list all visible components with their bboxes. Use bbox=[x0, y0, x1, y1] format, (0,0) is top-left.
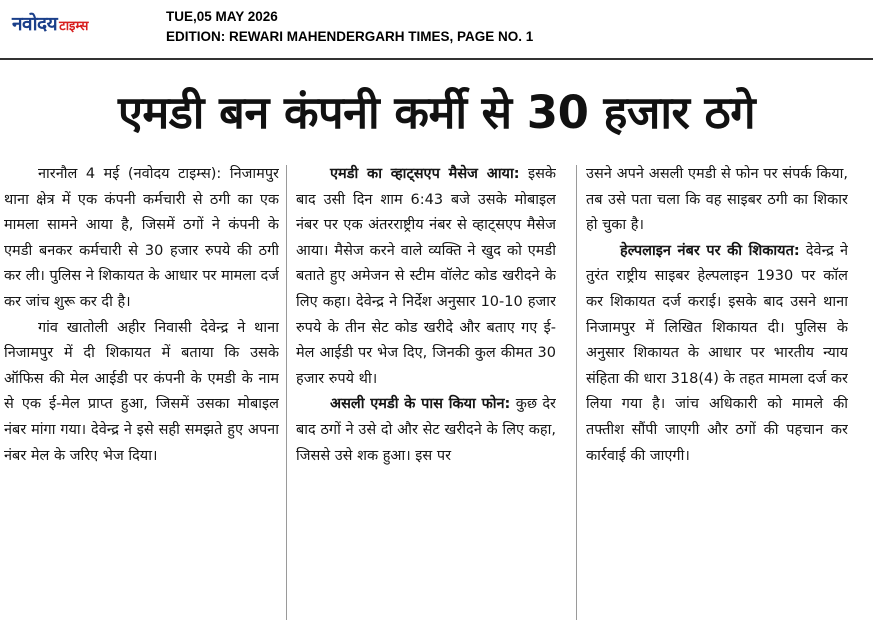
paragraph-text: देवेन्द्र ने तुरंत राष्ट्रीय साइबर हेल्पलाइन 1930 पर कॉल कर शिकायत दर्ज कराई। इसके बाद उसने थाना निजामपुर में लिखित शिकायत दी। पुलिस के अनुसार शिकायत के आधार पर भारतीय न्याय संहिता की धारा 318(4) के तहत मामला दर्ज कर लिया गया है। जांच अधिकारी को मामले की तफ्तीश सौंपी जाएगी और ठगों की पहचान कर कार्रवाई की जाएगी। bbox=[586, 242, 848, 464]
subheading: एमडी का व्हाट्सएप मैसेज आया: bbox=[330, 166, 520, 182]
paragraph bbox=[586, 239, 848, 469]
article-column-3 bbox=[586, 162, 848, 624]
paragraph: उसने अपने असली एमडी से फोन पर संपर्क किया, तब उसे पता चला कि वह साइबर ठगी का शिकार हो चुका है। bbox=[586, 166, 848, 234]
article-column-1 bbox=[4, 162, 279, 624]
article-column-2 bbox=[296, 162, 556, 624]
page-header bbox=[0, 0, 873, 56]
newspaper-logo bbox=[12, 6, 138, 40]
edition-date: TUE,05 MAY 2026 bbox=[166, 9, 278, 24]
paragraph-text: कुछ देर बाद ठगों ने उसे दो और सेट खरीदने के लिए कहा, जिससे उसे शक हुआ। इस पर bbox=[296, 396, 556, 464]
paragraph: नारनौल 4 मई (नवोदय टाइम्स): निजामपुर थाना क्षेत्र में एक कंपनी कर्मचारी से ठगी का एक मामला सामने आया है, जिसमें ठगों ने कंपनी के एमडी बनकर कर्मचारी से 30 हजार रुपये की ठगी कर ली। पुलिस ने शिकायत के आधार पर मामला दर्ज कर जांच शुरू कर दी है। bbox=[4, 166, 279, 310]
paragraph: गांव खातोली अहीर निवासी देवेन्द्र ने थाना निजामपुर में दी शिकायत में बताया कि उसके ऑफिस की मेल आईडी पर कंपनी के एमडी के नाम से एक ई-मेल प्राप्त हुआ, जिसमें उसका मोबाइल नंबर मांगा गया। देवेन्द्र ने इसे सही समझते हुए अपना नंबर मेल के जरिए भेज दिया। bbox=[4, 319, 279, 464]
logo-sub-text: टाइम्स bbox=[59, 19, 89, 34]
column-divider bbox=[286, 165, 287, 620]
logo-main-text: नवोदय bbox=[12, 13, 58, 35]
subheading: असली एमडी के पास किया फोन: bbox=[330, 396, 511, 413]
header-divider bbox=[0, 58, 873, 60]
paragraph bbox=[296, 162, 556, 392]
paragraph-text: इसके बाद उसी दिन शाम 6:43 बजे उसके मोबाइल नंबर पर एक अंतरराष्ट्रीय नंबर से व्हाट्सएप मैसेज आया। मैसेज करने वाले व्यक्ति ने खुद को एमडी बताते हुए अमेजन से स्टीम वॉलेट कोड खरीदने के लिए कहा। देवेन्द्र ने निर्देश अनुसार 10-10 हजार रुपये के तीन सेट कोड खरीदे और बताए गए ई-मेल आईडी पर भेज दिए, जिनकी कुल कीमत 30 हजार रुपये थी। bbox=[296, 166, 556, 387]
edition-info: EDITION: REWARI MAHENDERGARH TIMES, PAGE NO. 1 bbox=[166, 29, 534, 44]
article-headline: एमडी बन कंपनी कर्मी से 30 हजार ठगे bbox=[117, 85, 756, 139]
column-divider bbox=[576, 165, 577, 620]
paragraph bbox=[296, 392, 556, 469]
subheading: हेल्पलाइन नंबर पर की शिकायत: bbox=[620, 242, 800, 259]
